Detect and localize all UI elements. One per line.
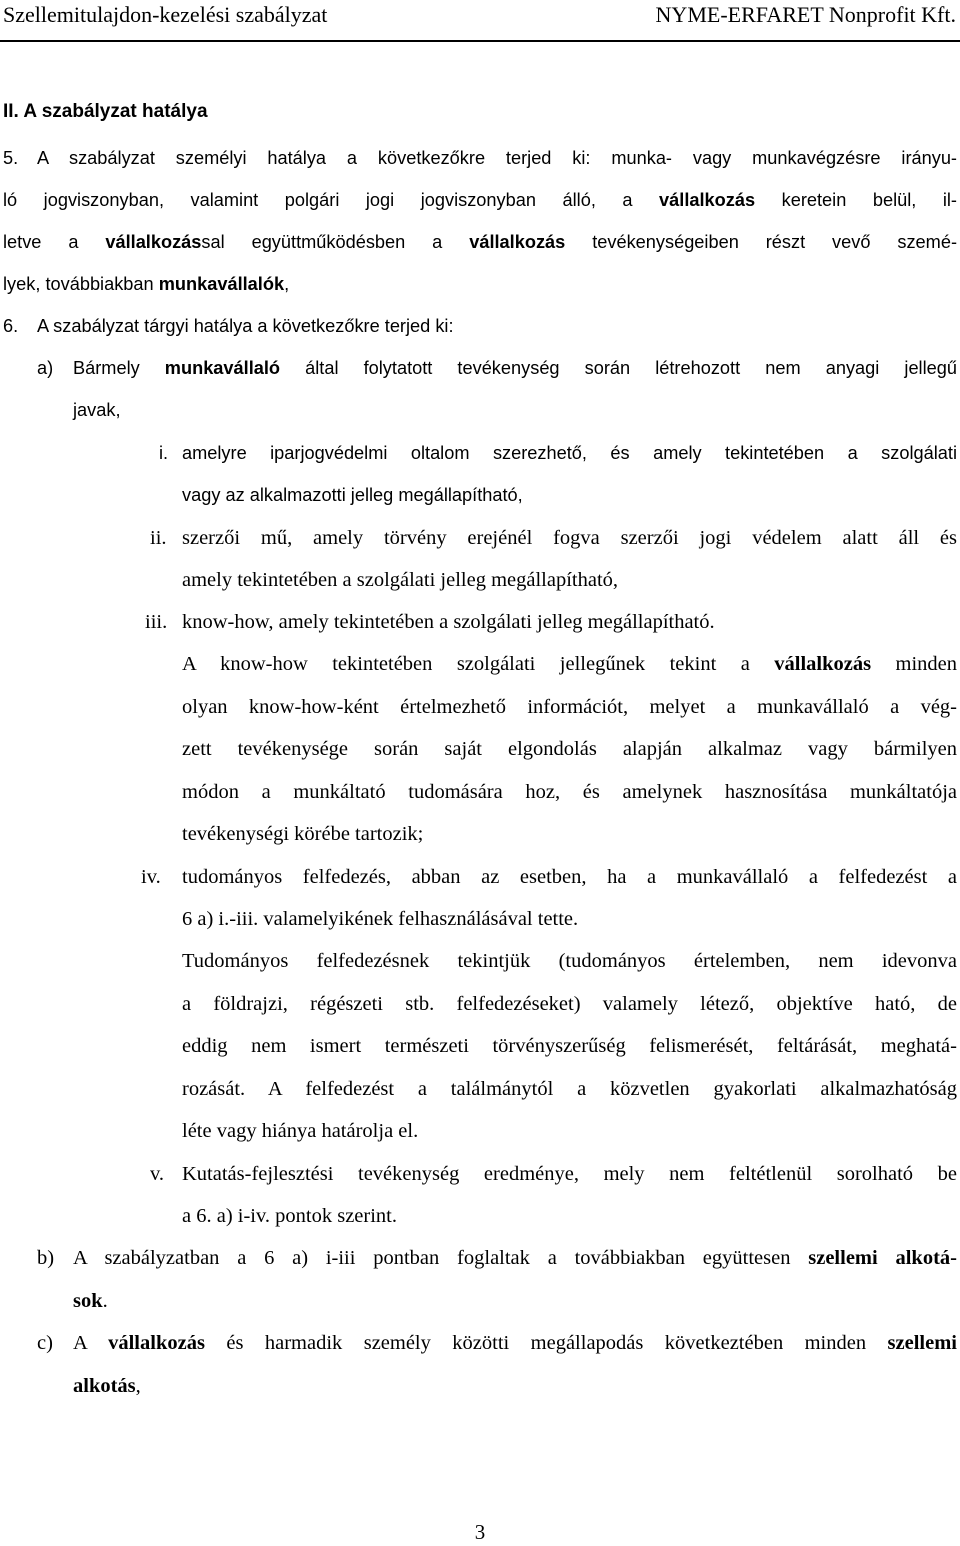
item-iii-line-5: módon a munkáltató tudomására hoz, és amelynek hasznosítása munkáltatója [182,781,957,803]
item-b-line-2: sok. [73,1290,108,1312]
item-iii-line-2: A know-how tekintetében szolgálati jellegűnek tekint a vállalkozás minden [182,653,957,675]
item-iv-line-2: 6 a) i.-iii. valamelyikének felhasználásával tette. [182,908,579,930]
item-c-line-2: alkotás, [73,1375,141,1397]
paragraph-5-line-3: letve a vállalkozással együttműködésben a vállalkozás tevékenységeiben részt vevő szemé- [3,232,957,252]
paragraph-5-number: 5. [3,148,19,168]
item-v-line-1: Kutatás-fejlesztési tevékenység eredménye, mely nem feltétlenül sorolható be [182,1163,957,1185]
item-iii-label: iii. [145,611,168,633]
item-b-label: b) [37,1247,55,1269]
item-iv-label: iv. [141,866,161,888]
item-iv-line-6: rozását. A felfedezést a találmánytól a közvetlen gyakorlati alkalmazhatóság [182,1078,957,1100]
header-title: Szellemitulajdon-kezelési szabályzat [3,2,328,27]
item-i-label: i. [159,443,169,463]
item-iv-line-5: eddig nem ismert természeti törvényszerűség felismerését, feltárását, meghatá- [182,1035,957,1057]
item-ii-line-1: szerzői mű, amely törvény erejénél fogva szerzői jogi védelem alatt áll és [182,527,957,549]
item-a-line-1: Bármely munkavállaló által folytatott tevékenység során létrehozott nem anyagi jellegű [73,358,957,378]
item-iii-line-1: know-how, amely tekintetében a szolgálati jelleg megállapítható. [182,611,715,633]
item-ii-label: ii. [150,527,167,549]
item-iii-line-6: tevékenységi körébe tartozik; [182,823,424,845]
item-c-label: c) [37,1332,53,1354]
item-iii-line-4: zett tevékenysége során saját elgondolás alapján alkalmaz vagy bármilyen [182,738,957,760]
paragraph-5-line-2: ló jogviszonyban, valamint polgári jogi jogviszonyban álló, a vállalkozás keretein belül, il- [3,190,957,210]
item-a-line-2: javak, [73,400,121,420]
paragraph-5-line-4: lyek, továbbiakban munkavállalók, [3,274,290,294]
item-i-line-1: amelyre iparjogvédelmi oltalom szerezhető, és amely tekintetében a szolgálati [182,443,957,463]
paragraph-6-number: 6. [3,316,19,336]
item-a-label: a) [37,358,54,378]
item-iv-line-7: léte vagy hiánya határolja el. [182,1120,419,1142]
item-i-line-2: vagy az alkalmazotti jelleg megállapítható, [182,485,523,505]
item-v-label: v. [150,1163,165,1185]
item-iv-line-4: a földrajzi, régészeti stb. felfedezéseket) valamely létező, objektíve ható, de [182,993,957,1015]
paragraph-6-text: A szabályzat tárgyi hatálya a következőkre terjed ki: [37,316,454,336]
item-b-line-1: A szabályzatban a 6 a) i-iii pontban foglaltak a továbbiakban együttesen szellemi alkotá- [73,1247,957,1269]
item-iii-line-3: olyan know-how-ként értelmezhető információt, melyet a munkavállaló a vég- [182,696,957,718]
page-number: 3 [474,1520,486,1544]
item-iv-line-1: tudományos felfedezés, abban az esetben, ha a munkavállaló a felfedezést a [182,866,957,888]
item-ii-line-2: amely tekintetében a szolgálati jelleg megállapítható, [182,569,619,591]
item-v-line-2: a 6. a) i-iv. pontok szerint. [182,1205,397,1227]
item-c-line-1: A vállalkozás és harmadik személy közötti megállapodás következtében minden szellemi [73,1332,957,1354]
section-heading: II. A szabályzat hatálya [3,101,208,122]
paragraph-5-line-1: A szabályzat személyi hatálya a következőkre terjed ki: munka- vagy munkavégzésre irányu- [37,148,957,168]
item-iv-line-3: Tudományos felfedezésnek tekintjük (tudományos értelemben, nem idevonva [182,950,957,972]
header-rule [0,40,960,42]
header-organization: NYME-ERFARET Nonprofit Kft. [655,2,956,27]
